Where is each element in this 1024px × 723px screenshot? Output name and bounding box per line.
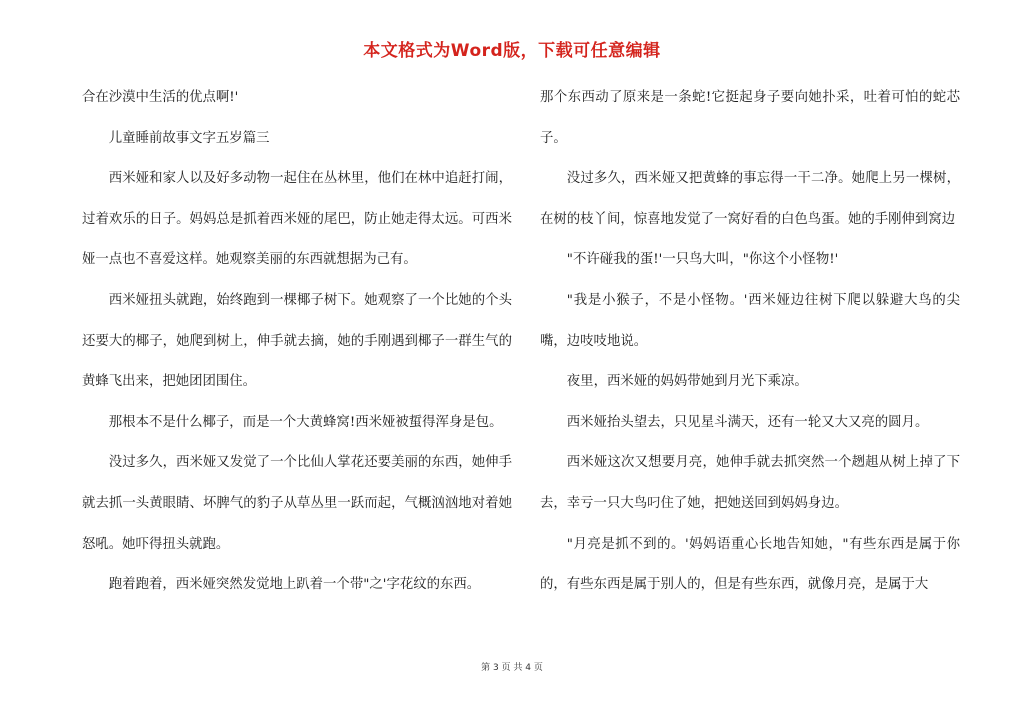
paragraph: "我是小猴子，不是小怪物。'西米娅边往树下爬以躲避大鸟的尖嘴，边吱吱地说。 — [540, 292, 960, 349]
paragraph: 夜里，西米娅的妈妈带她到月光下乘凉。 — [566, 374, 808, 390]
left-column — [82, 78, 512, 606]
paragraph: 那根本不是什么椰子，而是一个大黄蜂窝!西米娅被蜇得浑身是包。 — [108, 414, 503, 430]
paragraph: 跑着跑着，西米娅突然发觉地上趴着一个带"之'字花纹的东西。 — [108, 577, 481, 593]
paragraph: 没过多久，西米娅又把黄蜂的事忘得一干二净。她爬上另一棵树，在树的枝丫间，惊喜地发觉了一窝好看的白色鸟蛋。她的手刚伸到窝边 — [540, 171, 960, 227]
paragraph: 西米娅扭头就跑，始终跑到一棵椰子树下。她观察了一个比她的个头还要大的椰子，她爬到树上，伸手就去摘，她的手刚遇到椰子一群生气的黄蜂飞出来，把她团团围住。 — [82, 292, 512, 390]
section-heading: 儿童睡前故事文字五岁篇三 — [108, 130, 270, 146]
right-column — [540, 78, 960, 606]
paragraph: "月亮是抓不到的。'妈妈语重心长地告知她，"有些东西是属于你的，有些东西是属于别人的，但是有些东西，就像月亮，是属于大 — [540, 536, 960, 593]
paragraph: 那个东西动了原来是一条蛇!它挺起身子要向她扑采，吐着可怕的蛇芯子。 — [540, 90, 960, 146]
page-number: 第 3 页 共 4 页 — [481, 663, 543, 673]
paragraph: 西米娅和家人以及好多动物一起住在丛林里，他们在林中追赶打闹，过着欢乐的日子。妈妈总是抓着西米娅的尾巴，防止她走得太远。可西米娅一点也不喜爱这样。她观察美丽的东西就想据为己有。 — [82, 171, 512, 268]
paragraph: "不许碰我的蛋!'一只鸟大叫，"你这个小怪物!' — [566, 252, 839, 268]
paragraph: 没过多久，西米娅又发觉了一个比仙人掌花还要美丽的东西，她伸手就去抓一头黄眼睛、坏脾气的豹子从草丛里一跃而起，气概汹汹地对着她怒吼。她吓得扭头就跑。 — [82, 455, 512, 552]
paragraph: 西米娅抬头望去，只见星斗满天，还有一轮又大又亮的圆月。 — [566, 414, 929, 430]
paragraph: 合在沙漠中生活的优点啊!' — [82, 90, 239, 105]
document-banner: 本文格式为Word版，下载可任意编辑 — [363, 41, 661, 61]
paragraph: 西米娅这次又想要月亮，她伸手就去抓突然一个趔趄从树上掉了下去，幸亏一只大鸟叼住了她，把她送回到妈妈身边。 — [540, 455, 960, 511]
